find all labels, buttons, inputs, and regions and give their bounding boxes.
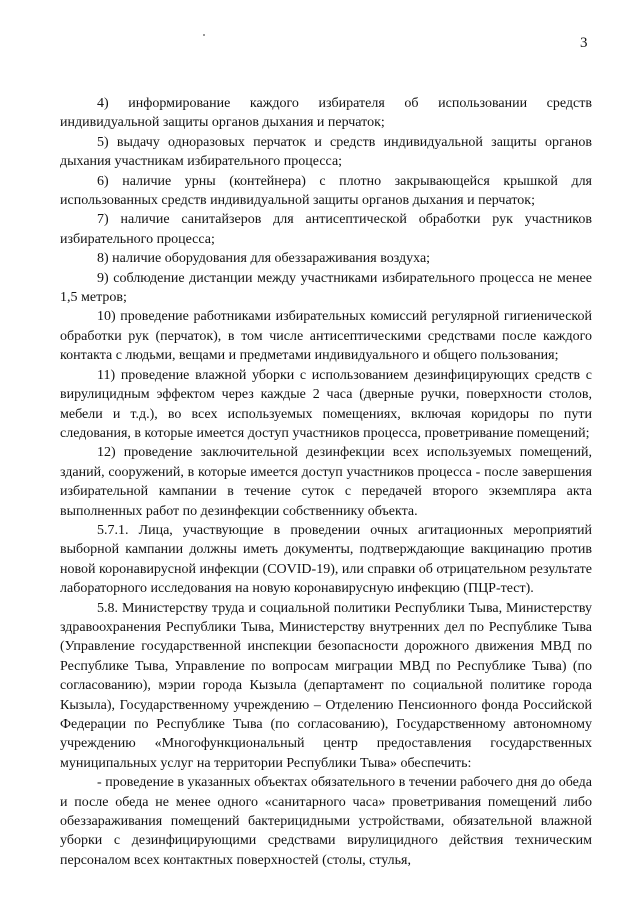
list-item-8: 8) наличие оборудования для обеззараживания воздуха; <box>97 251 431 267</box>
clause-5-7-1: 5.7.1. Лица, участвующие в проведении очных агитационных мероприятий выборной кампании должны иметь документы, подтверждающие вакцинацию против новой коронавирусной инфекции (COVID-19), или справки об отрицательном результате лабораторного исследования на новую коронавирусную инфекцию (ПЦР-тест). <box>60 522 592 597</box>
document-body <box>60 94 592 870</box>
clause-5-8-bullet: - проведение в указанных объектах обязательного в течении рабочего дня до обеда и после обеда не менее одного «санитарного часа» проветривания помещений либо обеззараживания помещений бактерицидными устройствами, обязательной влажной уборки с дезинфицирующими средствами вирулицидного действия техническим персоналом всех контактных поверхностей (столы, стулья, <box>60 775 592 868</box>
list-item-7: 7) наличие санитайзеров для антисептической обработки рук участников избирательного процесса; <box>60 212 592 247</box>
list-item-6: 6) наличие урны (контейнера) с плотно закрывающейся крышкой для использованных средств индивидуальной защиты органов дыхания и перчаток; <box>60 173 592 209</box>
list-item-10: 10) проведение работниками избирательных комиссий регулярной гигиенической обработки рук (перчаток), в том числе антисептическими средствами после каждого контакта с людьми, вещами и предметами индивидуального и общего пользования; <box>60 309 592 364</box>
list-item-5: 5) выдачу одноразовых перчаток и средств индивидуальной защиты органов дыхания участникам избирательного процесса; <box>60 134 592 170</box>
scan-speck <box>203 34 205 36</box>
list-item-9: 9) соблюдение дистанции между участниками избирательного процесса не менее 1,5 метров; <box>60 270 592 306</box>
page-number: 3 <box>580 35 588 51</box>
clause-5-8: 5.8. Министерству труда и социальной политики Республики Тыва, Министерству здравоохранения Республики Тыва, Министерству внутренних дел по Республике Тыва (Управление государственной инспекции безопасности дорожного движения МВД по Республике Тыва, Управление по вопросам миграции МВД по Республике Тыва) (по согласованию), мэрии города Кызыла (департамент по социальной политике города Кызыла), Государственному учреждению – Отделению Пенсионного фонда Российской Федерации по Республике Тыва (по согласованию), Государственному автономному учреждению «Многофункциональный центр предоставления государственных муниципальных услуг на территории Республики Тыва» обеспечить: <box>60 600 592 771</box>
list-item-11: 11) проведение влажной уборки с использованием дезинфицирующих средств с вирулицидным эффектом через каждые 2 часа (дверные ручки, поверхности столов, мебели и т.д.), во всех используемых помещениях, включая коридоры по пути следования, в которые имеется доступ участников процесса, проветривание помещений; <box>60 367 592 441</box>
list-item-12: 12) проведение заключительной дезинфекции всех используемых помещений, зданий, сооружений, в которые имеется доступ участников процесса - после завершения избирательной кампании в течение суток с передачей второго экземпляра акта выполненных работ по дезинфекции собственнику объекта. <box>60 445 592 519</box>
list-item-4: 4) информирование каждого избирателя об использовании средств индивидуальной защиты органов дыхания и перчаток; <box>60 96 592 131</box>
